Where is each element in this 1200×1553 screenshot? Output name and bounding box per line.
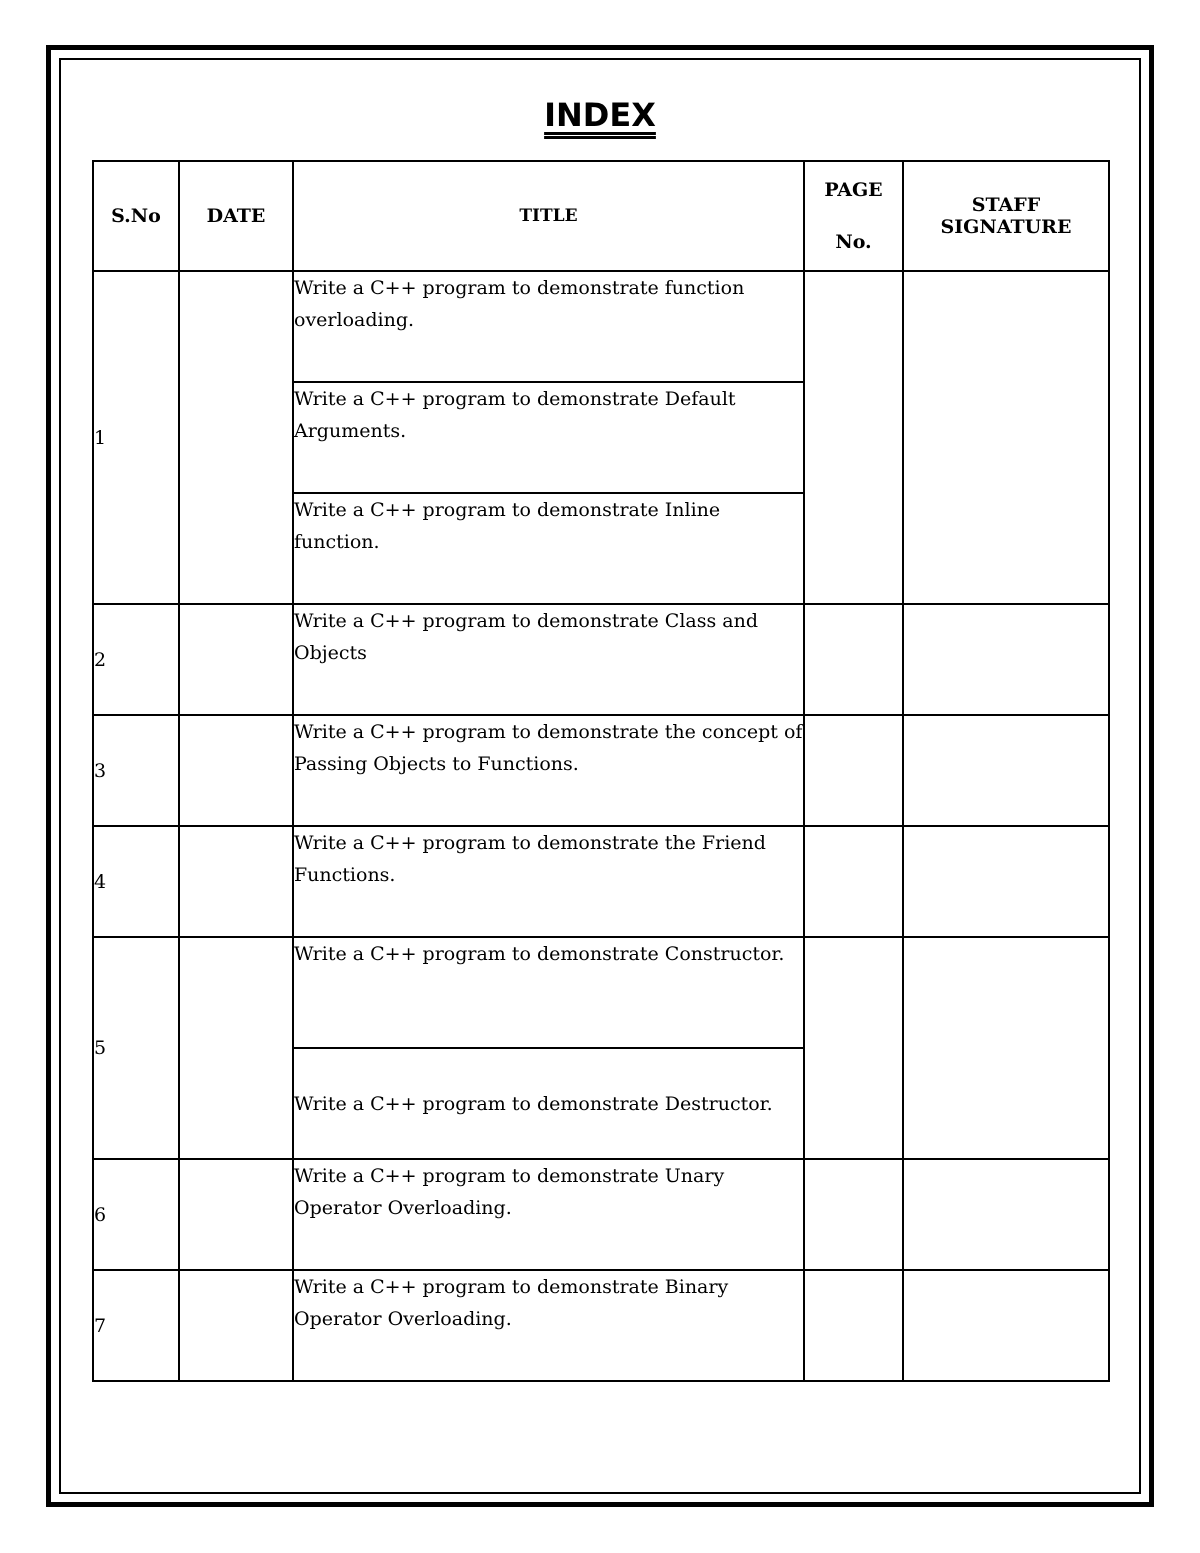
title-cell: Write a C++ program to demonstrate the concept of Passing Objects to Functions. <box>293 715 804 826</box>
title-cell: Write a C++ program to demonstrate Inline function. <box>293 493 804 604</box>
sno-cell: 6 <box>93 1159 179 1270</box>
table-row <box>93 1159 1109 1270</box>
sno-cell: 5 <box>93 937 179 1159</box>
page-no-cell <box>804 937 903 1159</box>
signature-cell <box>903 937 1109 1159</box>
date-cell <box>179 604 293 715</box>
date-cell <box>179 1270 293 1381</box>
header-page-line1: PAGE <box>824 179 883 201</box>
table-row <box>93 937 1109 1048</box>
title-cell: Write a C++ program to demonstrate function overloading. <box>293 271 804 382</box>
signature-cell <box>903 826 1109 937</box>
page-no-cell <box>804 1270 903 1381</box>
header-page-no <box>804 161 903 271</box>
page-no-cell <box>804 271 903 604</box>
sno-cell: 4 <box>93 826 179 937</box>
date-cell <box>179 715 293 826</box>
header-page-line2: No. <box>835 231 872 253</box>
date-cell <box>179 271 293 604</box>
page-no-cell <box>804 715 903 826</box>
title-cell: Write a C++ program to demonstrate Class and Objects <box>293 604 804 715</box>
table-row <box>93 715 1109 826</box>
header-date: DATE <box>179 161 293 271</box>
sno-cell: 3 <box>93 715 179 826</box>
signature-cell <box>903 1270 1109 1381</box>
sno-cell: 2 <box>93 604 179 715</box>
signature-cell <box>903 1159 1109 1270</box>
header-staff-line1: STAFF <box>971 194 1041 216</box>
date-cell <box>179 937 293 1159</box>
sno-cell: 1 <box>93 271 179 604</box>
header-sno: S.No <box>93 161 179 271</box>
signature-cell <box>903 271 1109 604</box>
date-cell <box>179 1159 293 1270</box>
title-cell: Write a C++ program to demonstrate Constructor. <box>293 937 804 1048</box>
title-cell: Write a C++ program to demonstrate Binary Operator Overloading. <box>293 1270 804 1381</box>
page-no-cell <box>804 604 903 715</box>
table-row <box>93 1270 1109 1381</box>
sno-cell: 7 <box>93 1270 179 1381</box>
table-row <box>93 271 1109 382</box>
header-staff-line2: SIGNATURE <box>940 216 1072 238</box>
page-title <box>0 96 1200 134</box>
index-table <box>92 160 1110 1382</box>
header-title: TITLE <box>293 161 804 271</box>
page-no-cell <box>804 1159 903 1270</box>
header-staff-signature <box>903 161 1109 271</box>
title-cell: Write a C++ program to demonstrate Destructor. <box>293 1048 804 1159</box>
table-row <box>93 604 1109 715</box>
table-row <box>93 826 1109 937</box>
title-cell: Write a C++ program to demonstrate Default Arguments. <box>293 382 804 493</box>
title-cell: Write a C++ program to demonstrate Unary Operator Overloading. <box>293 1159 804 1270</box>
page-title-text: INDEX <box>544 96 656 134</box>
date-cell <box>179 826 293 937</box>
header-row <box>93 161 1109 271</box>
page-no-cell <box>804 826 903 937</box>
signature-cell <box>903 715 1109 826</box>
title-cell: Write a C++ program to demonstrate the Friend Functions. <box>293 826 804 937</box>
signature-cell <box>903 604 1109 715</box>
